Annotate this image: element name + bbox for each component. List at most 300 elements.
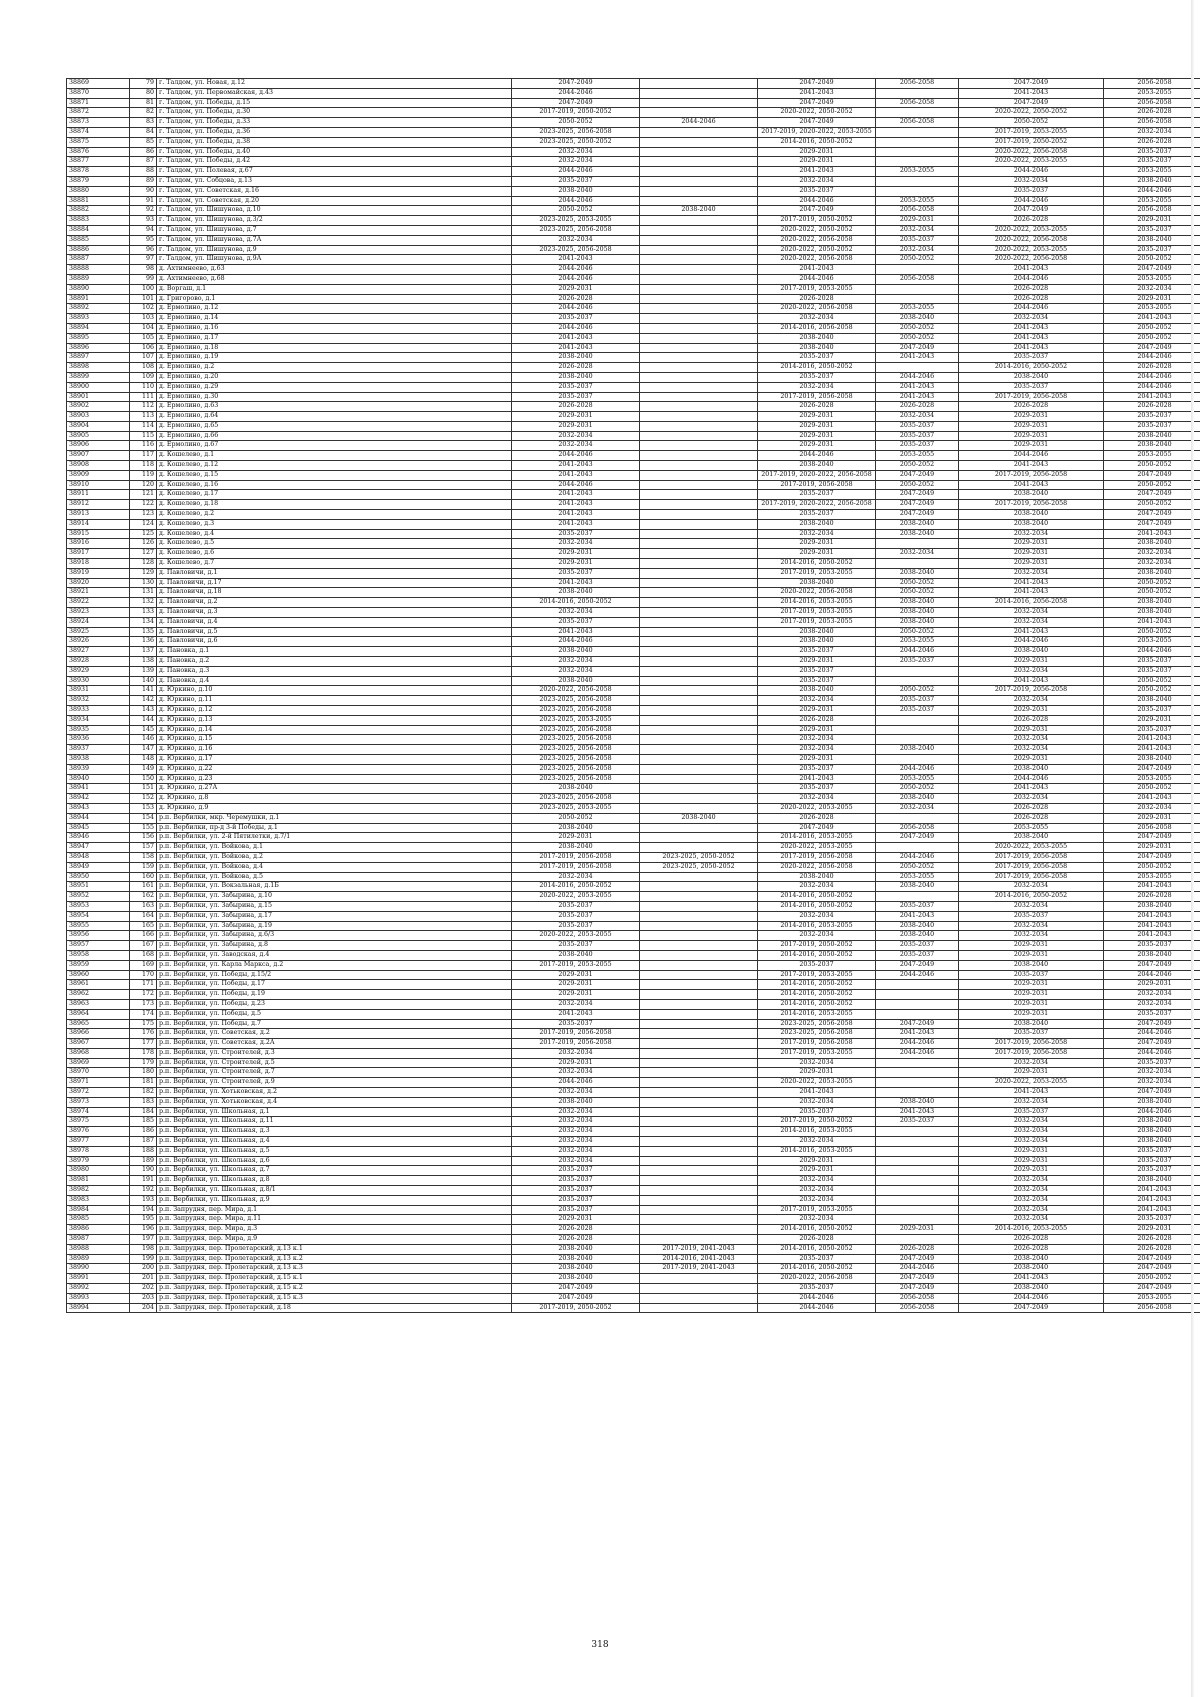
cell-p1: 2044-2046 bbox=[512, 480, 640, 490]
cell-addr: р.п. Вербилки, ул. Войкова, д.1 bbox=[157, 843, 512, 853]
cell-p3: 2026-2028 bbox=[758, 402, 876, 412]
cell-id: 38963 bbox=[67, 999, 130, 1009]
cell-p1: 2041-2043 bbox=[512, 519, 640, 529]
cell-p1: 2032-2034 bbox=[512, 1127, 640, 1137]
cell-num: 93 bbox=[130, 216, 157, 226]
table-row bbox=[67, 892, 1200, 902]
table-row bbox=[67, 1029, 1200, 1039]
cell-p1: 2041-2043 bbox=[512, 578, 640, 588]
cell-p5: 2020-2022, 2053-2055 bbox=[959, 843, 1104, 853]
cell-p1: 2035-2037 bbox=[512, 617, 640, 627]
cell-p1: 2023-2025, 2056-2058 bbox=[512, 764, 640, 774]
cell-id: 38927 bbox=[67, 647, 130, 657]
cell-p1: 2023-2025, 2050-2052 bbox=[512, 137, 640, 147]
cell-addr: р.п. Вербилки, мкр. Черемушки, д.1 bbox=[157, 813, 512, 823]
cell-num: 104 bbox=[130, 323, 157, 333]
cell-addr: р.п. Вербилки, ул. Забырина, д.10 bbox=[157, 892, 512, 902]
cell-id: 38874 bbox=[67, 127, 130, 137]
cell-addr: р.п. Вербилки, ул. Строителей, д.9 bbox=[157, 1078, 512, 1088]
cell-addr: р.п. Запрудня, пер. Пролетарский, д.13 к.2 bbox=[157, 1254, 512, 1264]
cell-p6: 2041-2043 bbox=[1104, 882, 1200, 892]
cell-p4: 2044-2046 bbox=[876, 372, 959, 382]
cell-p2 bbox=[640, 882, 758, 892]
cell-id: 38936 bbox=[67, 735, 130, 745]
cell-num: 141 bbox=[130, 686, 157, 696]
cell-p6: 2050-2052 bbox=[1104, 686, 1200, 696]
cell-p2 bbox=[640, 598, 758, 608]
cell-addr: д. Ермолино, д.19 bbox=[157, 353, 512, 363]
table-row bbox=[67, 529, 1200, 539]
table-row bbox=[67, 1078, 1200, 1088]
cell-id: 38928 bbox=[67, 657, 130, 667]
cell-p3: 2044-2046 bbox=[758, 1303, 876, 1313]
cell-p2 bbox=[640, 1058, 758, 1068]
cell-p4: 2047-2049 bbox=[876, 1019, 959, 1029]
cell-p4 bbox=[876, 666, 959, 676]
cell-p3: 2032-2034 bbox=[758, 529, 876, 539]
cell-p5: 2029-2031 bbox=[959, 754, 1104, 764]
cell-p2 bbox=[640, 167, 758, 177]
cell-addr: г. Талдом, ул. Победы, д.38 bbox=[157, 137, 512, 147]
table-row bbox=[67, 745, 1200, 755]
cell-p4: 2038-2040 bbox=[876, 882, 959, 892]
cell-p2 bbox=[640, 1029, 758, 1039]
cell-p2 bbox=[640, 245, 758, 255]
cell-id: 38875 bbox=[67, 137, 130, 147]
cell-id: 38969 bbox=[67, 1058, 130, 1068]
cell-p1: 2044-2046 bbox=[512, 304, 640, 314]
cell-p2 bbox=[640, 235, 758, 245]
cell-p3: 2023-2025, 2056-2058 bbox=[758, 1029, 876, 1039]
cell-p2: 2014-2016, 2041-2043 bbox=[640, 1254, 758, 1264]
cell-p5: 2038-2040 bbox=[959, 833, 1104, 843]
cell-p3: 2044-2046 bbox=[758, 1293, 876, 1303]
cell-p4: 2038-2040 bbox=[876, 314, 959, 324]
cell-id: 38939 bbox=[67, 764, 130, 774]
cell-id: 38917 bbox=[67, 549, 130, 559]
cell-addr: р.п. Вербилки, ул. Забырина, д.6/3 bbox=[157, 931, 512, 941]
cell-p1: 2026-2028 bbox=[512, 402, 640, 412]
cell-p2 bbox=[640, 999, 758, 1009]
cell-p2 bbox=[640, 1186, 758, 1196]
cell-p4: 2056-2058 bbox=[876, 98, 959, 108]
cell-addr: д. Ахтимнеево, д.68 bbox=[157, 274, 512, 284]
cell-p2 bbox=[640, 559, 758, 569]
cell-p6: 2035-2037 bbox=[1104, 941, 1200, 951]
cell-id: 38986 bbox=[67, 1225, 130, 1235]
cell-p1: 2041-2043 bbox=[512, 1009, 640, 1019]
cell-addr: р.п. Вербилки, ул. Победы, д.7 bbox=[157, 1019, 512, 1029]
cell-num: 96 bbox=[130, 245, 157, 255]
cell-p5: 2047-2049 bbox=[959, 79, 1104, 89]
cell-p1: 2035-2037 bbox=[512, 1176, 640, 1186]
cell-p5: 2017-2019, 2056-2058 bbox=[959, 392, 1104, 402]
cell-p1: 2038-2040 bbox=[512, 647, 640, 657]
cell-p1: 2038-2040 bbox=[512, 950, 640, 960]
cell-p4 bbox=[876, 1088, 959, 1098]
cell-num: 198 bbox=[130, 1244, 157, 1254]
cell-p1: 2032-2034 bbox=[512, 441, 640, 451]
cell-num: 140 bbox=[130, 676, 157, 686]
table-row bbox=[67, 1235, 1200, 1245]
cell-addr: д. Юркино, д.23 bbox=[157, 774, 512, 784]
cell-p3: 2014-2016, 2053-2055 bbox=[758, 833, 876, 843]
cell-p1: 2035-2037 bbox=[512, 1166, 640, 1176]
cell-p2 bbox=[640, 353, 758, 363]
cell-p3: 2014-2016, 2050-2052 bbox=[758, 892, 876, 902]
cell-p6: 2044-2046 bbox=[1104, 186, 1200, 196]
cell-p6: 2053-2055 bbox=[1104, 88, 1200, 98]
cell-p4 bbox=[876, 137, 959, 147]
cell-p1: 2041-2043 bbox=[512, 627, 640, 637]
table-row bbox=[67, 1039, 1200, 1049]
cell-addr: г. Талдом, ул. Советская, д.20 bbox=[157, 196, 512, 206]
cell-p3: 2035-2037 bbox=[758, 1284, 876, 1294]
cell-p2 bbox=[640, 549, 758, 559]
table-row bbox=[67, 186, 1200, 196]
cell-id: 38950 bbox=[67, 872, 130, 882]
cell-p6: 2047-2049 bbox=[1104, 1088, 1200, 1098]
cell-p3: 2029-2031 bbox=[758, 441, 876, 451]
cell-p4: 2032-2034 bbox=[876, 549, 959, 559]
cell-p4 bbox=[876, 1186, 959, 1196]
cell-num: 160 bbox=[130, 872, 157, 882]
cell-p2 bbox=[640, 735, 758, 745]
cell-p6: 2047-2049 bbox=[1104, 519, 1200, 529]
cell-p3: 2032-2034 bbox=[758, 1137, 876, 1147]
cell-p6: 2032-2034 bbox=[1104, 127, 1200, 137]
cell-num: 186 bbox=[130, 1127, 157, 1137]
table-row bbox=[67, 990, 1200, 1000]
table-row bbox=[67, 598, 1200, 608]
cell-p3: 2032-2034 bbox=[758, 314, 876, 324]
cell-p6: 2038-2040 bbox=[1104, 1127, 1200, 1137]
cell-p5: 2029-2031 bbox=[959, 990, 1104, 1000]
cell-p5: 2032-2034 bbox=[959, 1205, 1104, 1215]
cell-p1: 2032-2034 bbox=[512, 999, 640, 1009]
cell-num: 83 bbox=[130, 118, 157, 128]
cell-addr: р.п. Вербилки, пр-д 3-й Победы, д.1 bbox=[157, 823, 512, 833]
cell-p6: 2035-2037 bbox=[1104, 245, 1200, 255]
cell-p4: 2047-2049 bbox=[876, 960, 959, 970]
cell-id: 38938 bbox=[67, 754, 130, 764]
cell-p5: 2029-2031 bbox=[959, 1156, 1104, 1166]
cell-id: 38920 bbox=[67, 578, 130, 588]
cell-p4: 2047-2049 bbox=[876, 1254, 959, 1264]
cell-p3: 2038-2040 bbox=[758, 519, 876, 529]
cell-p4: 2050-2052 bbox=[876, 627, 959, 637]
cell-p6: 2035-2037 bbox=[1104, 657, 1200, 667]
cell-p3: 2032-2034 bbox=[758, 1176, 876, 1186]
cell-p5: 2032-2034 bbox=[959, 666, 1104, 676]
cell-p6: 2047-2049 bbox=[1104, 490, 1200, 500]
cell-p4 bbox=[876, 754, 959, 764]
cell-id: 38981 bbox=[67, 1176, 130, 1186]
cell-addr: д. Кошелево, д.6 bbox=[157, 549, 512, 559]
cell-p5: 2041-2043 bbox=[959, 461, 1104, 471]
cell-p4: 2050-2052 bbox=[876, 461, 959, 471]
table-row bbox=[67, 715, 1200, 725]
cell-p5: 2017-2019, 2056-2058 bbox=[959, 872, 1104, 882]
cell-p4: 2056-2058 bbox=[876, 1293, 959, 1303]
cell-p3: 2035-2037 bbox=[758, 186, 876, 196]
cell-p6: 2041-2043 bbox=[1104, 392, 1200, 402]
cell-addr: р.п. Вербилки, ул. Строителей, д.7 bbox=[157, 1068, 512, 1078]
cell-addr: г. Талдом, ул. Шишунова, д.7А bbox=[157, 235, 512, 245]
cell-num: 174 bbox=[130, 1009, 157, 1019]
cell-id: 38907 bbox=[67, 451, 130, 461]
cell-p3: 2038-2040 bbox=[758, 578, 876, 588]
cell-p2 bbox=[640, 441, 758, 451]
cell-p6: 2035-2037 bbox=[1104, 421, 1200, 431]
cell-num: 193 bbox=[130, 1195, 157, 1205]
cell-p1: 2017-2019, 2056-2058 bbox=[512, 852, 640, 862]
cell-p4 bbox=[876, 1176, 959, 1186]
cell-p6: 2035-2037 bbox=[1104, 1156, 1200, 1166]
cell-p5: 2026-2028 bbox=[959, 402, 1104, 412]
cell-p2 bbox=[640, 1078, 758, 1088]
cell-p4 bbox=[876, 1195, 959, 1205]
cell-p6: 2035-2037 bbox=[1104, 706, 1200, 716]
cell-p3: 2047-2049 bbox=[758, 206, 876, 216]
cell-p2 bbox=[640, 304, 758, 314]
cell-p2 bbox=[640, 1205, 758, 1215]
cell-p2: 2038-2040 bbox=[640, 206, 758, 216]
cell-addr: р.п. Вербилки, ул. Школьная, д.11 bbox=[157, 1117, 512, 1127]
cell-num: 165 bbox=[130, 921, 157, 931]
cell-p3: 2032-2034 bbox=[758, 176, 876, 186]
cell-p6: 2050-2052 bbox=[1104, 255, 1200, 265]
cell-p1: 2026-2028 bbox=[512, 1235, 640, 1245]
scan-edge-shadow bbox=[1191, 0, 1194, 1697]
table-row bbox=[67, 431, 1200, 441]
cell-p6: 2041-2043 bbox=[1104, 1205, 1200, 1215]
cell-p2 bbox=[640, 480, 758, 490]
cell-p2 bbox=[640, 1303, 758, 1313]
cell-p2 bbox=[640, 255, 758, 265]
cell-id: 38960 bbox=[67, 970, 130, 980]
table-row bbox=[67, 127, 1200, 137]
table-row bbox=[67, 627, 1200, 637]
cell-p1: 2029-2031 bbox=[512, 1058, 640, 1068]
cell-id: 38879 bbox=[67, 176, 130, 186]
cell-addr: г. Талдом, ул. Победы, д.42 bbox=[157, 157, 512, 167]
table-row bbox=[67, 1205, 1200, 1215]
cell-p2 bbox=[640, 372, 758, 382]
cell-num: 136 bbox=[130, 637, 157, 647]
table-row bbox=[67, 941, 1200, 951]
table-row bbox=[67, 216, 1200, 226]
table-row bbox=[67, 764, 1200, 774]
cell-p4 bbox=[876, 676, 959, 686]
cell-p3: 2014-2016, 2050-2052 bbox=[758, 559, 876, 569]
cell-p1: 2041-2043 bbox=[512, 490, 640, 500]
cell-p3: 2032-2034 bbox=[758, 1195, 876, 1205]
cell-num: 172 bbox=[130, 990, 157, 1000]
cell-p1: 2029-2031 bbox=[512, 833, 640, 843]
table-row bbox=[67, 1186, 1200, 1196]
cell-p1: 2038-2040 bbox=[512, 1097, 640, 1107]
cell-p4: 2050-2052 bbox=[876, 323, 959, 333]
table-row bbox=[67, 1009, 1200, 1019]
cell-p5: 2038-2040 bbox=[959, 510, 1104, 520]
cell-p1: 2035-2037 bbox=[512, 568, 640, 578]
cell-p6: 2044-2046 bbox=[1104, 970, 1200, 980]
cell-p2 bbox=[640, 510, 758, 520]
cell-id: 38871 bbox=[67, 98, 130, 108]
cell-addr: д. Кошелево, д.1 bbox=[157, 451, 512, 461]
cell-p4 bbox=[876, 990, 959, 1000]
cell-p1: 2014-2016, 2050-2052 bbox=[512, 882, 640, 892]
cell-p5: 2038-2040 bbox=[959, 1254, 1104, 1264]
cell-p5: 2014-2016, 2053-2055 bbox=[959, 1225, 1104, 1235]
cell-p5: 2041-2043 bbox=[959, 265, 1104, 275]
cell-p1: 2023-2025, 2056-2058 bbox=[512, 725, 640, 735]
cell-p6: 2038-2040 bbox=[1104, 441, 1200, 451]
cell-p6: 2038-2040 bbox=[1104, 431, 1200, 441]
cell-num: 122 bbox=[130, 500, 157, 510]
cell-p3: 2020-2022, 2056-2058 bbox=[758, 862, 876, 872]
cell-p4: 2035-2037 bbox=[876, 706, 959, 716]
cell-num: 130 bbox=[130, 578, 157, 588]
cell-p5: 2035-2037 bbox=[959, 382, 1104, 392]
cell-p2 bbox=[640, 98, 758, 108]
cell-addr: д. Ермолино, д.67 bbox=[157, 441, 512, 451]
cell-p1: 2038-2040 bbox=[512, 784, 640, 794]
cell-p6: 2035-2037 bbox=[1104, 147, 1200, 157]
cell-p5: 2014-2016, 2050-2052 bbox=[959, 892, 1104, 902]
cell-p1: 2032-2034 bbox=[512, 872, 640, 882]
cell-p1: 2023-2025, 2056-2058 bbox=[512, 735, 640, 745]
cell-p4 bbox=[876, 157, 959, 167]
cell-p5: 2020-2022, 2056-2058 bbox=[959, 235, 1104, 245]
cell-p3: 2020-2022, 2053-2055 bbox=[758, 843, 876, 853]
cell-p5: 2038-2040 bbox=[959, 960, 1104, 970]
cell-p4: 2041-2043 bbox=[876, 1107, 959, 1117]
table-row bbox=[67, 666, 1200, 676]
cell-p3: 2026-2028 bbox=[758, 1235, 876, 1245]
cell-p3: 2035-2037 bbox=[758, 372, 876, 382]
cell-p4: 2038-2040 bbox=[876, 745, 959, 755]
cell-num: 182 bbox=[130, 1088, 157, 1098]
cell-p6: 2050-2052 bbox=[1104, 588, 1200, 598]
cell-num: 200 bbox=[130, 1264, 157, 1274]
cell-p4: 2056-2058 bbox=[876, 823, 959, 833]
cell-p4: 2044-2046 bbox=[876, 970, 959, 980]
cell-p5: 2047-2049 bbox=[959, 206, 1104, 216]
cell-num: 79 bbox=[130, 79, 157, 89]
table-row bbox=[67, 392, 1200, 402]
cell-p2 bbox=[640, 754, 758, 764]
cell-p4 bbox=[876, 1127, 959, 1137]
cell-p6: 2041-2043 bbox=[1104, 1195, 1200, 1205]
cell-p6: 2047-2049 bbox=[1104, 1264, 1200, 1274]
table-row bbox=[67, 1107, 1200, 1117]
cell-p4: 2041-2043 bbox=[876, 353, 959, 363]
cell-p5: 2029-2031 bbox=[959, 441, 1104, 451]
cell-p6: 2038-2040 bbox=[1104, 598, 1200, 608]
cell-p4 bbox=[876, 1235, 959, 1245]
cell-p1: 2035-2037 bbox=[512, 392, 640, 402]
cell-p2 bbox=[640, 941, 758, 951]
cell-id: 38873 bbox=[67, 118, 130, 128]
cell-p3: 2017-2019, 2056-2058 bbox=[758, 1039, 876, 1049]
cell-num: 114 bbox=[130, 421, 157, 431]
cell-num: 132 bbox=[130, 598, 157, 608]
cell-p6: 2041-2043 bbox=[1104, 931, 1200, 941]
cell-addr: д. Ермолино, д.66 bbox=[157, 431, 512, 441]
table-row bbox=[67, 421, 1200, 431]
cell-p3: 2032-2034 bbox=[758, 882, 876, 892]
cell-p4: 2038-2040 bbox=[876, 519, 959, 529]
cell-p2 bbox=[640, 901, 758, 911]
cell-p4 bbox=[876, 715, 959, 725]
cell-p4: 2047-2049 bbox=[876, 1274, 959, 1284]
table-row bbox=[67, 921, 1200, 931]
cell-p2 bbox=[640, 314, 758, 324]
cell-p5: 2032-2034 bbox=[959, 1127, 1104, 1137]
cell-p4: 2038-2040 bbox=[876, 1097, 959, 1107]
cell-p5: 2050-2052 bbox=[959, 118, 1104, 128]
cell-p2 bbox=[640, 1127, 758, 1137]
cell-id: 38967 bbox=[67, 1039, 130, 1049]
cell-p5: 2029-2031 bbox=[959, 950, 1104, 960]
cell-p4: 2053-2055 bbox=[876, 774, 959, 784]
cell-num: 98 bbox=[130, 265, 157, 275]
cell-p1: 2035-2037 bbox=[512, 382, 640, 392]
cell-id: 38872 bbox=[67, 108, 130, 118]
cell-p6: 2029-2031 bbox=[1104, 980, 1200, 990]
cell-p2 bbox=[640, 1107, 758, 1117]
table-row bbox=[67, 363, 1200, 373]
cell-p4: 2047-2049 bbox=[876, 490, 959, 500]
cell-id: 38911 bbox=[67, 490, 130, 500]
cell-id: 38973 bbox=[67, 1097, 130, 1107]
cell-p4: 2032-2034 bbox=[876, 412, 959, 422]
cell-p1: 2029-2031 bbox=[512, 412, 640, 422]
cell-p4: 2053-2055 bbox=[876, 304, 959, 314]
cell-id: 38886 bbox=[67, 245, 130, 255]
cell-p4 bbox=[876, 265, 959, 275]
table-row bbox=[67, 372, 1200, 382]
cell-p2 bbox=[640, 265, 758, 275]
cell-p1: 2041-2043 bbox=[512, 510, 640, 520]
cell-p2 bbox=[640, 363, 758, 373]
cell-p3: 2014-2016, 2050-2052 bbox=[758, 990, 876, 1000]
cell-num: 145 bbox=[130, 725, 157, 735]
table-row bbox=[67, 265, 1200, 275]
cell-p6: 2056-2058 bbox=[1104, 1303, 1200, 1313]
cell-p5: 2032-2034 bbox=[959, 696, 1104, 706]
cell-p5: 2041-2043 bbox=[959, 333, 1104, 343]
table-row bbox=[67, 852, 1200, 862]
cell-p5: 2032-2034 bbox=[959, 568, 1104, 578]
cell-p5: 2047-2049 bbox=[959, 1303, 1104, 1313]
cell-p2 bbox=[640, 500, 758, 510]
cell-p2 bbox=[640, 637, 758, 647]
cell-num: 154 bbox=[130, 813, 157, 823]
cell-p3: 2032-2034 bbox=[758, 735, 876, 745]
cell-num: 80 bbox=[130, 88, 157, 98]
cell-p6: 2050-2052 bbox=[1104, 1274, 1200, 1284]
cell-p5: 2038-2040 bbox=[959, 764, 1104, 774]
cell-num: 148 bbox=[130, 754, 157, 764]
cell-addr: г. Талдом, ул. Шишунова, д.9 bbox=[157, 245, 512, 255]
cell-p3: 2014-2016, 2050-2052 bbox=[758, 901, 876, 911]
cell-addr: д. Ермолино, д.64 bbox=[157, 412, 512, 422]
cell-p4: 2044-2046 bbox=[876, 1048, 959, 1058]
cell-p5: 2047-2049 bbox=[959, 98, 1104, 108]
